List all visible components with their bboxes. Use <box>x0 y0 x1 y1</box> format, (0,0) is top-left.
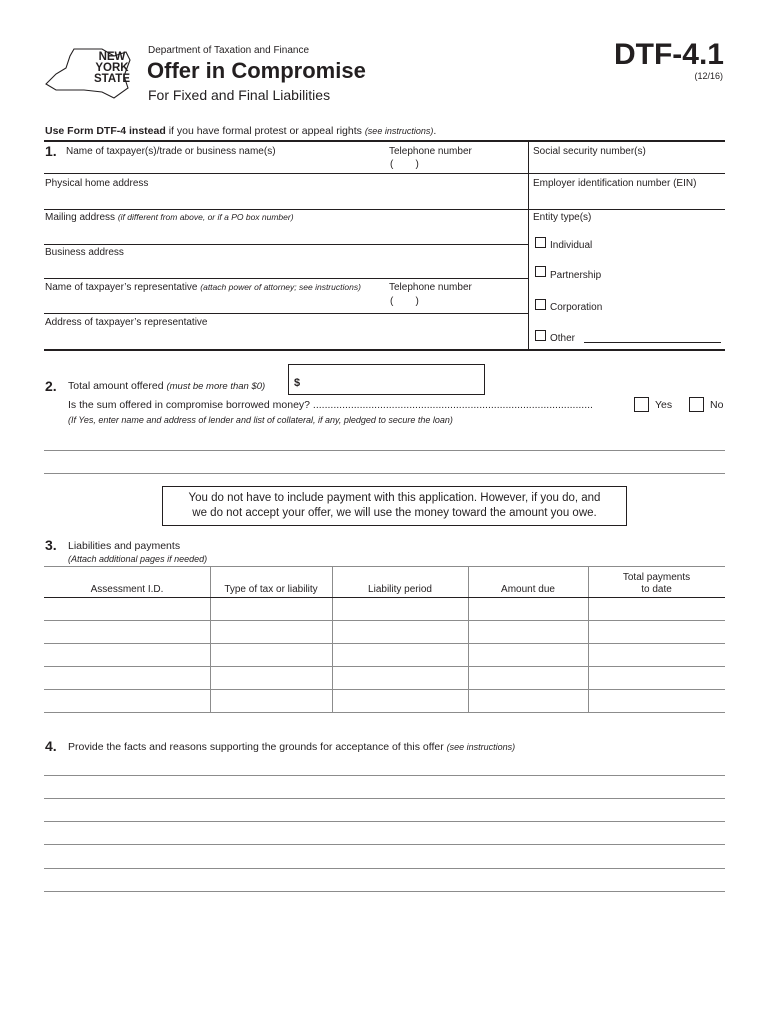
mailing-address-text: Mailing address <box>45 212 118 223</box>
facts-reasons-label <box>68 741 515 753</box>
form-subtitle: For Fixed and Final Liabilities <box>148 87 331 103</box>
facts-line-4[interactable] <box>44 844 725 845</box>
partnership-checkbox[interactable] <box>535 266 546 277</box>
col-header-tax-type: Type of tax or liability <box>224 584 318 595</box>
rule-after-home-address <box>44 209 725 210</box>
table-row-rule-5 <box>44 712 725 713</box>
corporation-label: Corporation <box>550 302 603 313</box>
section1-bottom-rule <box>44 349 725 351</box>
facts-reasons-note: (see instructions) <box>446 742 516 752</box>
notice-italic: (see instructions) <box>364 126 434 136</box>
borrowed-yes-checkbox[interactable] <box>634 397 649 412</box>
ssn-label: Social security number(s) <box>533 146 646 157</box>
col-header-amount-due: Amount due <box>501 584 555 595</box>
telephone-area-code: ( ) <box>390 159 419 170</box>
individual-checkbox[interactable] <box>535 237 546 248</box>
table-row-rule-1 <box>44 620 725 621</box>
rule-after-mailing-address <box>44 244 528 245</box>
rule-after-representative-name <box>44 313 528 314</box>
facts-line-6[interactable] <box>44 891 725 892</box>
logo-line-1: NEW <box>98 51 126 63</box>
liabilities-title: Liabilities and payments <box>68 540 181 552</box>
mailing-address-label <box>45 212 294 223</box>
rule-after-business-address <box>44 278 528 279</box>
representative-telephone-label: Telephone number <box>389 282 472 293</box>
table-top-rule <box>44 566 725 567</box>
col-header-total-payments-line-1: Total payments <box>622 572 691 583</box>
home-address-label: Physical home address <box>45 178 149 189</box>
department-name: Department of Taxation and Finance <box>148 45 310 56</box>
liabilities-note: (Attach additional pages if needed) <box>68 554 208 564</box>
nys-logo-text <box>91 52 133 85</box>
ein-label: Employer identification number (EIN) <box>533 178 697 189</box>
representative-telephone-area-code: ( ) <box>390 296 419 307</box>
payment-notice-line-1: You do not have to include payment with this application. However, if you do, and <box>188 492 601 504</box>
table-row-rule-3 <box>44 666 725 667</box>
business-address-label: Business address <box>45 247 124 258</box>
other-entity-input-line[interactable] <box>584 342 721 343</box>
section1-top-rule <box>44 140 725 142</box>
dollar-sign: $ <box>294 377 301 389</box>
taxpayer-name-label: Name of taxpayer(s)/trade or business name(s) <box>66 146 276 157</box>
form-title: Offer in Compromise <box>147 58 366 83</box>
dtf4-notice <box>45 125 436 137</box>
representative-address-label: Address of taxpayer’s representative <box>45 317 208 328</box>
borrowed-no-checkbox[interactable] <box>689 397 704 412</box>
representative-name-text: Name of taxpayer’s representative <box>45 282 201 293</box>
rule-after-name <box>44 173 725 174</box>
total-offered-input[interactable] <box>288 364 485 395</box>
facts-reasons-text: Provide the facts and reasons supporting the grounds for acceptance of this offer <box>68 741 447 753</box>
table-header-rule <box>44 597 725 598</box>
other-checkbox[interactable] <box>535 330 546 341</box>
lender-line-1[interactable] <box>44 450 725 451</box>
notice-bold: Use Form DTF-4 instead <box>45 125 166 137</box>
representative-name-label <box>45 282 361 293</box>
total-offered-label <box>68 380 265 392</box>
total-offered-text: Total amount offered <box>68 380 167 392</box>
lender-note: (If Yes, enter name and address of lender and list of collateral, if any, pledged to secure the loan) <box>68 415 453 425</box>
individual-label: Individual <box>550 240 593 251</box>
borrowed-money-question: Is the sum offered in compromise borrowed money? ................................................................................................ <box>68 399 593 411</box>
facts-line-3[interactable] <box>44 821 725 822</box>
total-offered-note: (must be more than $0) <box>166 381 266 392</box>
facts-line-5[interactable] <box>44 868 725 869</box>
form-revision: (12/16) <box>694 71 723 81</box>
table-row-rule-2 <box>44 643 725 644</box>
payment-notice-line-2: we do not accept your offer, we will use the money toward the amount you owe. <box>192 507 597 519</box>
partnership-label: Partnership <box>550 270 602 281</box>
lender-line-2[interactable] <box>44 473 725 474</box>
entity-types-label: Entity type(s) <box>533 212 592 223</box>
corporation-checkbox[interactable] <box>535 299 546 310</box>
col-header-total-payments-line-2: to date <box>641 584 672 595</box>
col-header-total-payments <box>588 572 725 596</box>
borrowed-yes-label: Yes <box>655 399 673 411</box>
facts-line-1[interactable] <box>44 775 725 776</box>
representative-name-note: (attach power of attorney; see instructions) <box>200 282 361 292</box>
section4-number: 4. <box>45 738 57 754</box>
notice-text: if you have formal protest or appeal rights <box>165 125 365 137</box>
facts-line-2[interactable] <box>44 798 725 799</box>
section3-number: 3. <box>45 537 57 553</box>
section1-number: 1. <box>45 143 57 159</box>
mailing-address-note: (if different from above, or if a PO box number) <box>117 212 294 222</box>
col-header-liability-period: Liability period <box>368 584 432 595</box>
notice-end: . <box>433 125 437 137</box>
logo-line-2: YORK <box>95 62 129 74</box>
section2-number: 2. <box>45 378 57 394</box>
payment-notice-box <box>162 486 627 526</box>
col-header-assessment-id: Assessment I.D. <box>90 584 164 595</box>
table-row-rule-4 <box>44 689 725 690</box>
logo-line-3: STATE <box>94 73 130 85</box>
other-label: Other <box>550 333 576 344</box>
form-number: DTF-4.1 <box>613 38 724 71</box>
borrowed-no-label: No <box>710 399 724 411</box>
telephone-label: Telephone number <box>389 146 472 157</box>
